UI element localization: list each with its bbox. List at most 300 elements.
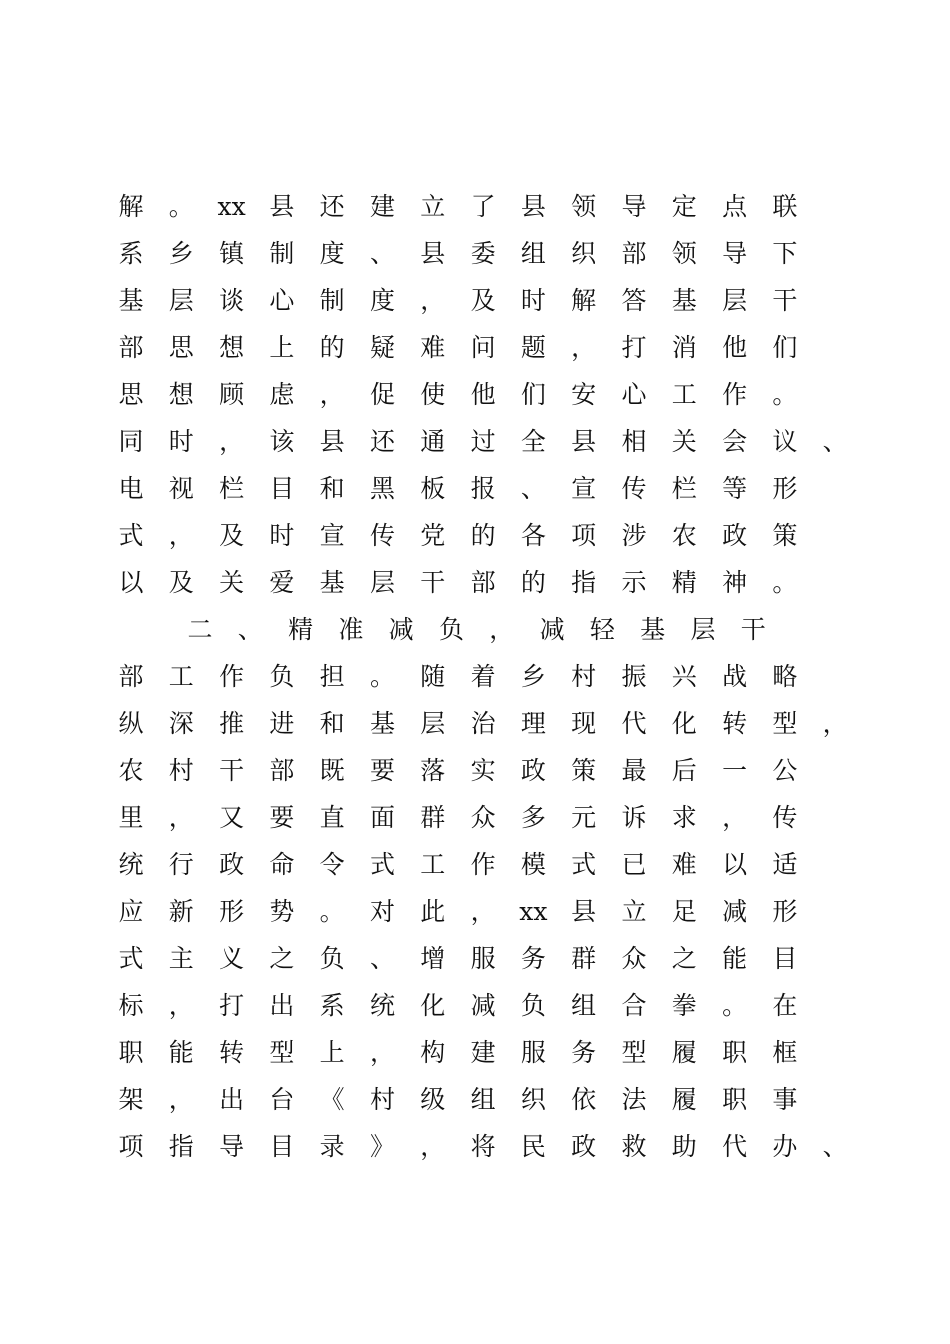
character: 服 [520,1038,546,1067]
text-line [0,936,950,982]
character: 时 [269,521,295,550]
character: 会 [722,427,748,456]
character: 建 [470,1038,496,1067]
character: 式 [118,521,144,550]
character: 县 [520,192,546,221]
character: 目 [772,944,798,973]
character: 织 [571,239,597,268]
character: 。 [319,897,345,926]
character: ， [168,803,194,832]
character: 他 [722,333,748,362]
character: 、 [520,474,546,503]
character: 职 [118,1038,144,1067]
character: 干 [740,615,766,644]
character: 之 [671,944,697,973]
character: 。 [772,380,798,409]
character: 建 [369,192,395,221]
character: 部 [118,333,144,362]
character: 职 [722,1038,748,1067]
character: ， [571,333,597,362]
character: 负 [319,944,345,973]
character: 履 [671,1038,697,1067]
character: 领 [671,239,697,268]
character: 的 [470,521,496,550]
character: 。 [772,568,798,597]
character: 该 [269,427,295,456]
character: ， [420,286,446,315]
character: 一 [722,756,748,785]
character: 型 [621,1038,647,1067]
character: 议 [772,427,798,456]
character: 、 [237,615,263,644]
character: 架 [118,1085,144,1114]
character: 适 [772,850,798,879]
character: 元 [571,803,597,832]
character: 担 [319,662,345,691]
character: 层 [690,615,716,644]
character: 宣 [319,521,345,550]
character: 增 [420,944,446,973]
character: 度 [319,239,345,268]
character: ， [420,1132,446,1161]
character: 基 [319,568,345,597]
character: 直 [319,803,345,832]
character: 同 [118,427,144,456]
character: 镇 [219,239,245,268]
character: 层 [722,286,748,315]
text-line [0,184,950,230]
section-heading-line [0,607,950,653]
character: 政 [722,521,748,550]
character: 、 [822,1132,848,1161]
character: 想 [168,380,194,409]
character: 化 [671,709,697,738]
character: 又 [219,803,245,832]
character: 还 [319,192,345,221]
character: 系 [118,239,144,268]
character: 疑 [369,333,395,362]
character: 统 [369,991,395,1020]
character: 栏 [219,474,245,503]
character: 面 [369,803,395,832]
character: 工 [168,662,194,691]
character: 应 [118,897,144,926]
character: 报 [470,474,496,503]
character: 及 [470,286,496,315]
character: 等 [722,474,748,503]
text-line [0,701,950,747]
character: 级 [420,1085,446,1114]
character: 立 [621,897,647,926]
character: 转 [722,709,748,738]
character: 深 [168,709,194,738]
character: 联 [772,192,798,221]
character: 略 [772,662,798,691]
character: 新 [168,897,194,926]
character: 视 [168,474,194,503]
text-line [0,748,950,794]
character: ， [219,427,245,456]
character: 制 [269,239,295,268]
character: 层 [369,568,395,597]
character: 负 [269,662,295,691]
character: ， [319,380,345,409]
character: 们 [772,333,798,362]
character: 干 [772,286,798,315]
text-line [0,1030,950,1076]
character: 以 [722,850,748,879]
character: 消 [671,333,697,362]
character: 各 [520,521,546,550]
character: 助 [671,1132,697,1161]
character: 众 [621,944,647,973]
character: 职 [722,1085,748,1114]
character: 治 [470,709,496,738]
character: 令 [319,850,345,879]
character: 事 [772,1085,798,1114]
character: 模 [520,850,546,879]
character: 及 [219,521,245,550]
character: ， [722,803,748,832]
character: 传 [621,474,647,503]
text-line [0,1077,950,1123]
character: 传 [772,803,798,832]
character: 民 [520,1132,546,1161]
character: 项 [571,521,597,550]
character: 传 [369,521,395,550]
character: 全 [520,427,546,456]
text-line [0,325,950,371]
character: 乡 [520,662,546,691]
character: 导 [621,192,647,221]
character: 式 [571,850,597,879]
character: 出 [269,991,295,1020]
character: 能 [168,1038,194,1067]
character: 村 [168,756,194,785]
character: 基 [369,709,395,738]
character: 织 [520,1085,546,1114]
character: 关 [671,427,697,456]
character: 他 [470,380,496,409]
text-line [0,513,950,559]
character: 工 [671,380,697,409]
character: 电 [118,474,144,503]
character: 随 [420,662,446,691]
character: 神 [722,568,748,597]
character: 心 [269,286,295,315]
character: 政 [219,850,245,879]
character: 减 [470,991,496,1020]
character: 准 [338,615,364,644]
character: 能 [722,944,748,973]
character: 政 [571,1132,597,1161]
character: 的 [520,568,546,597]
character: 村 [571,662,597,691]
character: 部 [470,568,496,597]
character: 立 [420,192,446,221]
text-line [0,278,950,324]
character: 在 [772,991,798,1020]
character: 干 [420,568,446,597]
character: 下 [772,239,798,268]
character: 宣 [571,474,597,503]
character: 减 [722,897,748,926]
character: 爱 [269,568,295,597]
character: 构 [420,1038,446,1067]
character: 服 [470,944,496,973]
character: 振 [621,662,647,691]
character: 此 [420,897,446,926]
character: 依 [571,1085,597,1114]
character: 。 [369,662,395,691]
character: 法 [621,1085,647,1114]
character: 实 [470,756,496,785]
character: 之 [269,944,295,973]
character: 足 [671,897,697,926]
character: 解 [571,286,597,315]
character: 部 [621,239,647,268]
character: 答 [621,286,647,315]
character: 、 [369,239,395,268]
character: 还 [369,427,395,456]
character: 着 [470,662,496,691]
character: 形 [772,474,798,503]
character: 》 [369,1132,395,1161]
character: 代 [621,709,647,738]
text-line [0,560,950,606]
character: 众 [470,803,496,832]
character: 策 [772,521,798,550]
text-line [0,372,950,418]
character: 基 [118,286,144,315]
character: 农 [118,756,144,785]
character: 县 [571,427,597,456]
text-line [0,419,950,465]
character: 以 [118,568,144,597]
character: 难 [671,850,697,879]
character: 目 [269,1132,295,1161]
character: 后 [671,756,697,785]
character: 现 [571,709,597,738]
character: 板 [420,474,446,503]
character: 主 [168,944,194,973]
character: 县 [420,239,446,268]
character: 基 [640,615,666,644]
character: 委 [470,239,496,268]
character: 进 [269,709,295,738]
character: 。 [168,192,194,221]
character: 问 [470,333,496,362]
text-line [0,231,950,277]
character: 求 [671,803,697,832]
character: 及 [168,568,194,597]
character: 形 [219,897,245,926]
text-line [0,1124,950,1170]
character: 行 [168,850,194,879]
character: 思 [168,333,194,362]
character: ， [168,521,194,550]
character: 最 [621,756,647,785]
character: 。 [722,991,748,1020]
character: 时 [520,286,546,315]
character: 理 [520,709,546,738]
character: 组 [520,239,546,268]
character: 组 [470,1085,496,1114]
character: 部 [269,756,295,785]
character: 示 [621,568,647,597]
character: 打 [219,991,245,1020]
character: 基 [671,286,697,315]
character: 要 [369,756,395,785]
character: 度 [369,286,395,315]
character: 关 [219,568,245,597]
character: 点 [722,192,748,221]
character: 要 [269,803,295,832]
character: 县 [571,897,597,926]
character: 落 [420,756,446,785]
character: 代 [722,1132,748,1161]
character: 相 [621,427,647,456]
character: 型 [772,709,798,738]
character: 统 [118,850,144,879]
character: 黑 [369,474,395,503]
character: 栏 [671,474,697,503]
character: 义 [219,944,245,973]
character: 心 [621,380,647,409]
character: 指 [168,1132,194,1161]
character: 履 [671,1085,697,1114]
character: 使 [420,380,446,409]
character: 诉 [621,803,647,832]
character: 们 [520,380,546,409]
character: ， [489,615,515,644]
character: 项 [118,1132,144,1161]
character: 目 [269,474,295,503]
character: 命 [269,850,295,879]
character: ， [822,709,848,738]
character: 、 [369,944,395,973]
text-line [0,795,950,841]
character: 精 [288,615,314,644]
text-line [0,983,950,1029]
character: 时 [168,427,194,456]
character: 式 [118,944,144,973]
character: 层 [420,709,446,738]
character: 转 [219,1038,245,1067]
character: 党 [420,521,446,550]
character: 乡 [168,239,194,268]
character: 二 [187,615,213,644]
character: 减 [388,615,414,644]
character: 解 [118,192,144,221]
character: 《 [319,1085,345,1114]
character: 纵 [118,709,144,738]
character: 将 [470,1132,496,1161]
character: 和 [319,709,345,738]
character: 多 [520,803,546,832]
character: 群 [420,803,446,832]
character: 减 [539,615,565,644]
character: 促 [369,380,395,409]
character: ， [470,897,496,926]
text-line [0,842,950,888]
character: 县 [269,192,295,221]
character: 导 [722,239,748,268]
character: 务 [571,1038,597,1067]
character: xx [519,897,548,926]
character: 轻 [589,615,615,644]
character: 的 [319,333,345,362]
character: 对 [369,897,395,926]
character: 办 [772,1132,798,1161]
character: 涉 [621,521,647,550]
character: 导 [219,1132,245,1161]
character: 思 [118,380,144,409]
character: 通 [420,427,446,456]
character: 推 [219,709,245,738]
character: 制 [319,286,345,315]
character: 组 [571,991,597,1020]
character: 化 [420,991,446,1020]
text-line [0,889,950,935]
character: 标 [118,991,144,1020]
character: 了 [470,192,496,221]
character: 拳 [671,991,697,1020]
character: 虑 [269,380,295,409]
character: 政 [520,756,546,785]
character: 负 [520,991,546,1020]
character: 安 [571,380,597,409]
character: 战 [722,662,748,691]
character: 部 [118,662,144,691]
character: 框 [772,1038,798,1067]
text-line [0,654,950,700]
character: 和 [319,474,345,503]
character: 顾 [219,380,245,409]
character: 录 [319,1132,345,1161]
character: 精 [671,568,697,597]
character: 系 [319,991,345,1020]
character: 负 [438,615,464,644]
character: 上 [319,1038,345,1067]
character: ， [168,991,194,1020]
character: 兴 [671,662,697,691]
character: 作 [722,380,748,409]
character: 出 [219,1085,245,1114]
character: 打 [621,333,647,362]
character: 上 [269,333,295,362]
character: 势 [269,897,295,926]
character: 定 [671,192,697,221]
character: 村 [369,1085,395,1114]
character: 县 [319,427,345,456]
character: 领 [571,192,597,221]
character: 策 [571,756,597,785]
character: ， [369,1038,395,1067]
character: 里 [118,803,144,832]
character: 干 [219,756,245,785]
character: 作 [219,662,245,691]
character: 难 [420,333,446,362]
character: 形 [772,897,798,926]
character: 已 [621,850,647,879]
character: 台 [269,1085,295,1114]
character: ， [168,1085,194,1114]
character: 群 [571,944,597,973]
text-line [0,466,950,512]
character: 过 [470,427,496,456]
character: 合 [621,991,647,1020]
